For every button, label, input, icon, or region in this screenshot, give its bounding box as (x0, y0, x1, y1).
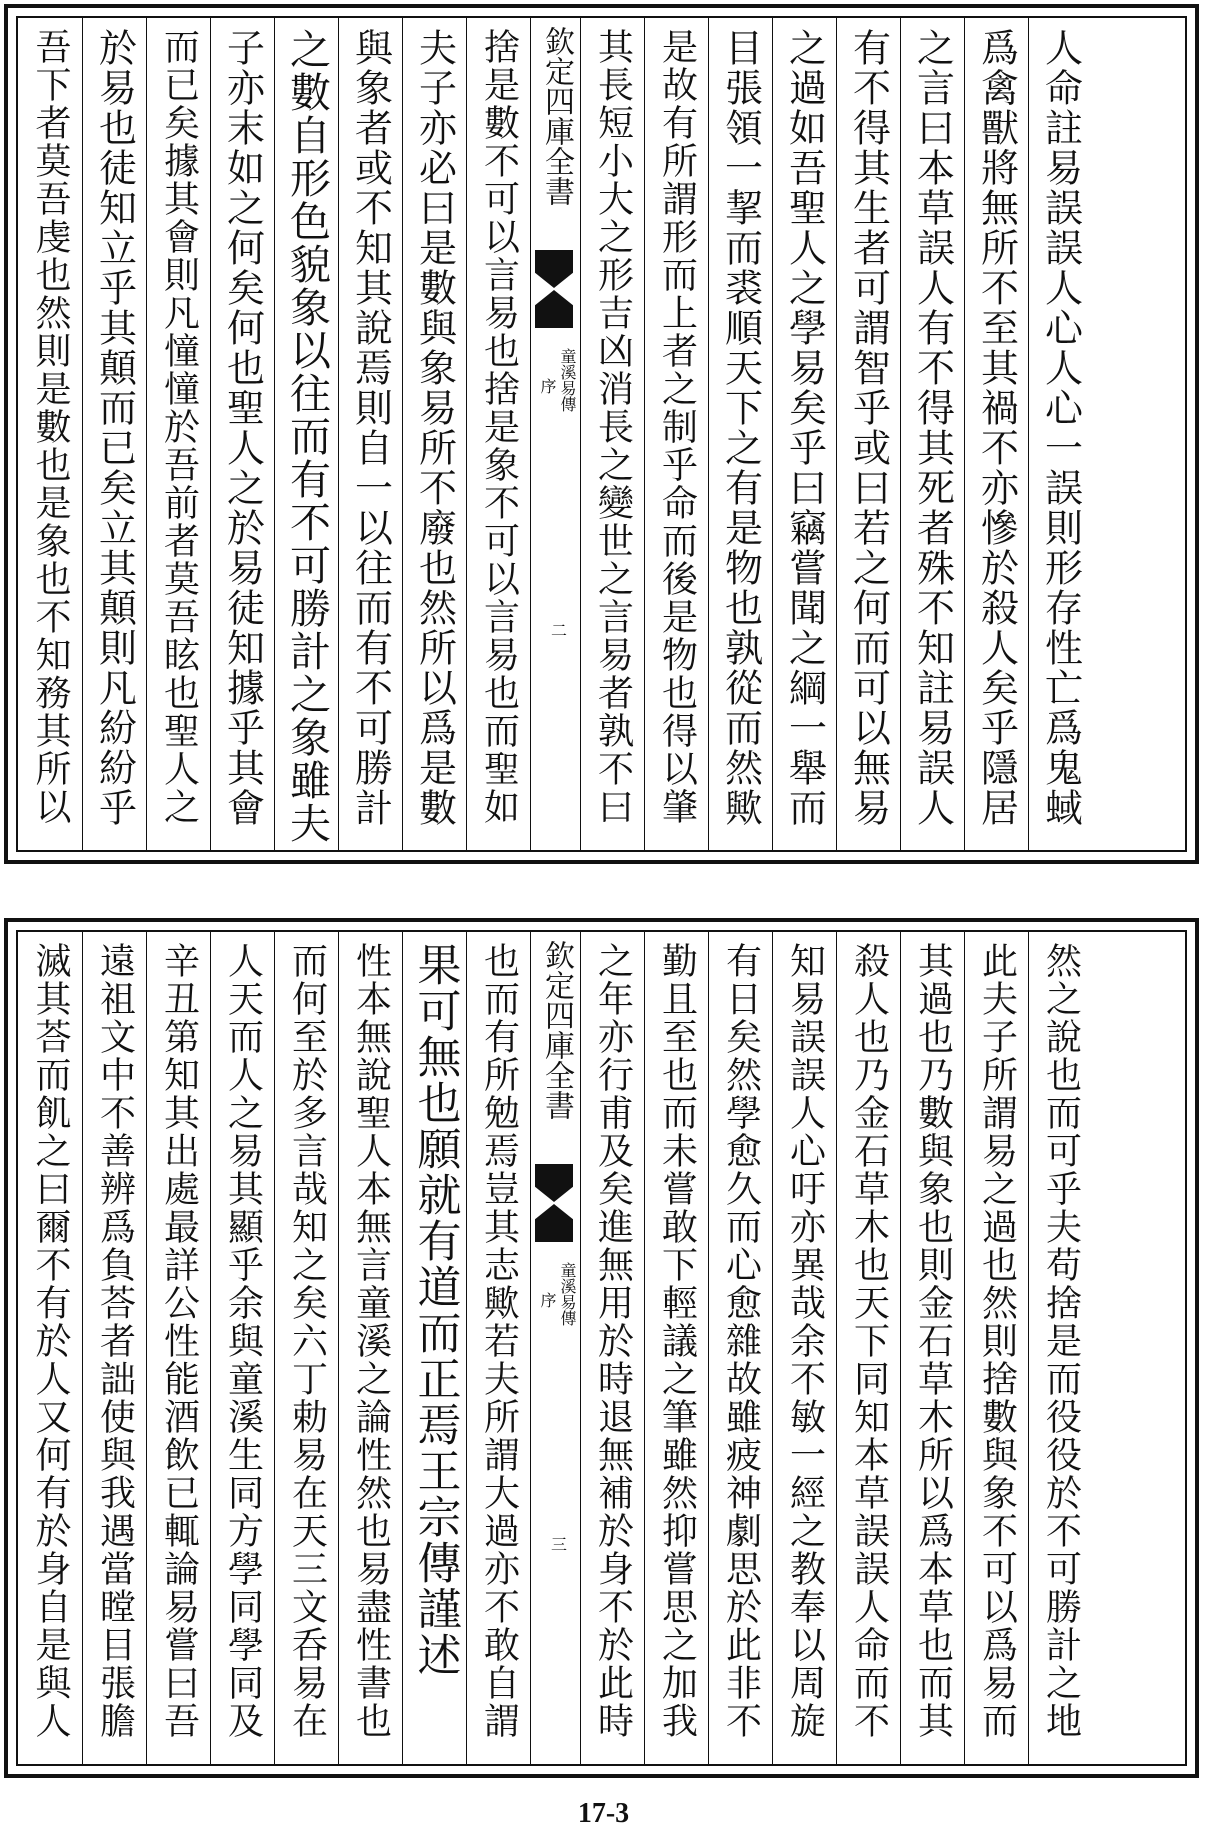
fold-page-number: 三 (551, 1535, 568, 1554)
column-text: 勤且至也而未嘗敢下輕議之筆雖然抑嘗思之加我 (656, 942, 698, 1740)
text-column (82, 18, 146, 850)
column-text: 而已矣據其會則凡憧憧於吾前者莫吾眩也聖人之 (158, 28, 200, 826)
column-text: 與象者或不知其說焉則自一以往而有不可勝計 (348, 28, 393, 828)
text-column (580, 18, 644, 850)
text-column (146, 932, 210, 1764)
text-column (338, 932, 402, 1764)
page-frame (16, 930, 1187, 1766)
fold-book-title: 童溪易傳 (558, 348, 577, 412)
column-text: 有不得其生者可謂智乎或曰若之何而可以無易 (846, 28, 891, 828)
column-text: 也而有所勉焉豈其志歟若夫所謂大過亦不敢自謂 (478, 942, 520, 1740)
text-column (580, 932, 644, 1764)
column-text: 捨是數不可以言易也捨是象不可以言易也而聖如 (478, 28, 520, 826)
column-text: 夫子亦必曰是數與象易所不廢也然所以爲是數 (412, 28, 457, 828)
scan-page-number: 17-3 (577, 1798, 630, 1829)
fold-title: 欽定四庫全書 (539, 940, 574, 1120)
center-fold (530, 932, 580, 1764)
text-column (644, 932, 708, 1764)
column-text: 滅其荅而飢之曰爾不有於人又何有於身自是與人 (30, 942, 71, 1740)
text-column (210, 18, 274, 850)
text-column (708, 18, 772, 850)
fishtail-mark-icon (535, 1164, 573, 1202)
fold-section: 序 (538, 378, 557, 394)
text-column (964, 932, 1028, 1764)
column-text: 人命註易誤誤人心人心一誤則形存性亡爲鬼蜮 (1038, 28, 1083, 828)
text-column (1028, 18, 1092, 850)
page-top (4, 4, 1199, 864)
text-column (708, 932, 772, 1764)
text-column (274, 932, 338, 1764)
fishtail-mark-icon (535, 1204, 573, 1242)
text-column (1028, 932, 1092, 1764)
text-column (964, 18, 1028, 850)
column-text: 之過如吾聖人之學易矣乎曰竊嘗聞之綱一舉而 (782, 28, 827, 828)
column-text: 其長短小大之形吉凶消長之變世之言易者孰不曰 (592, 28, 634, 826)
text-column (146, 18, 210, 850)
column-text: 知易誤誤人心吁亦異哉余不敏一經之教奉以周旋 (784, 942, 826, 1740)
text-column (402, 932, 466, 1764)
column-text: 其過也乃數與象也則金石草木所以爲本草也而其 (912, 942, 954, 1740)
text-column (466, 932, 530, 1764)
text-column (402, 18, 466, 850)
column-text: 有日矣然學愈久而心愈雜故雖疲神劇思於此非不 (720, 942, 762, 1740)
fishtail-mark-icon (535, 290, 573, 328)
fold-page-number: 二 (551, 621, 568, 640)
text-column (900, 18, 964, 850)
text-column (900, 932, 964, 1764)
column-text: 殺人也乃金石草木也天下同知本草誤誤人命而不 (848, 942, 890, 1740)
center-fold (530, 18, 580, 850)
text-column (466, 18, 530, 850)
column-text: 爲禽獸將無所不至其禍不亦慘於殺人矣乎隱居 (974, 28, 1019, 828)
text-column (836, 18, 900, 850)
text-column (836, 932, 900, 1764)
column-text: 於易也徒知立乎其顛而已矣立其顛則凡紛紛乎 (92, 28, 137, 828)
column-text: 子亦末如之何矣何也聖人之於易徒知據乎其會 (220, 28, 265, 828)
column-text: 果可無也願就有道而正焉王宗傳謹述 (409, 942, 461, 1678)
column-text: 之數自形色貌象以往而有不可勝計之象雖夫 (283, 28, 331, 845)
fold-section: 序 (538, 1292, 557, 1308)
column-text: 然之說也而可乎夫苟捨是而役役於不可勝計之地 (1040, 942, 1082, 1740)
column-text: 性本無說聖人本無言童溪之論性然也易盡性書也 (350, 942, 392, 1740)
text-column (18, 932, 82, 1764)
text-column (210, 932, 274, 1764)
column-text: 辛丑第知其出處最詳公性能酒飲已輒論易嘗曰吾 (158, 942, 200, 1740)
page-bottom (4, 918, 1199, 1778)
column-text: 目張領一挈而裘順天下之有是物也孰從而然歟 (718, 28, 763, 828)
column-text: 吾下者莫吾虔也然則是數也是象也不知務其所以 (30, 28, 71, 826)
column-text: 是故有所謂形而上者之制乎命而後是物也得以肇 (656, 28, 698, 826)
text-column (772, 932, 836, 1764)
fishtail-mark-icon (535, 250, 573, 288)
text-column (82, 932, 146, 1764)
text-column (772, 18, 836, 850)
column-text: 而何至於多言哉知之矣六丁勅易在天三文呑易在 (286, 942, 328, 1740)
column-text: 人天而人之易其顯乎余與童溪生同方學同學同及 (222, 942, 264, 1740)
text-column (338, 18, 402, 850)
text-column (644, 18, 708, 850)
text-column (18, 18, 82, 850)
column-text: 之年亦行甫及矣進無用於時退無補於身不於此時 (592, 942, 634, 1740)
fold-title: 欽定四庫全書 (539, 26, 574, 206)
column-text: 之言曰本草誤人有不得其死者殊不知註易誤人 (910, 28, 955, 828)
column-text: 此夫子所謂易之過也然則捨數與象不可以爲易而 (976, 942, 1018, 1740)
text-column (274, 18, 338, 850)
fold-book-title: 童溪易傳 (558, 1262, 577, 1326)
page-frame (16, 16, 1187, 852)
column-text: 遠祖文中不善辨爲負荅者詘使與我遇當瞠目張膽 (94, 942, 136, 1740)
